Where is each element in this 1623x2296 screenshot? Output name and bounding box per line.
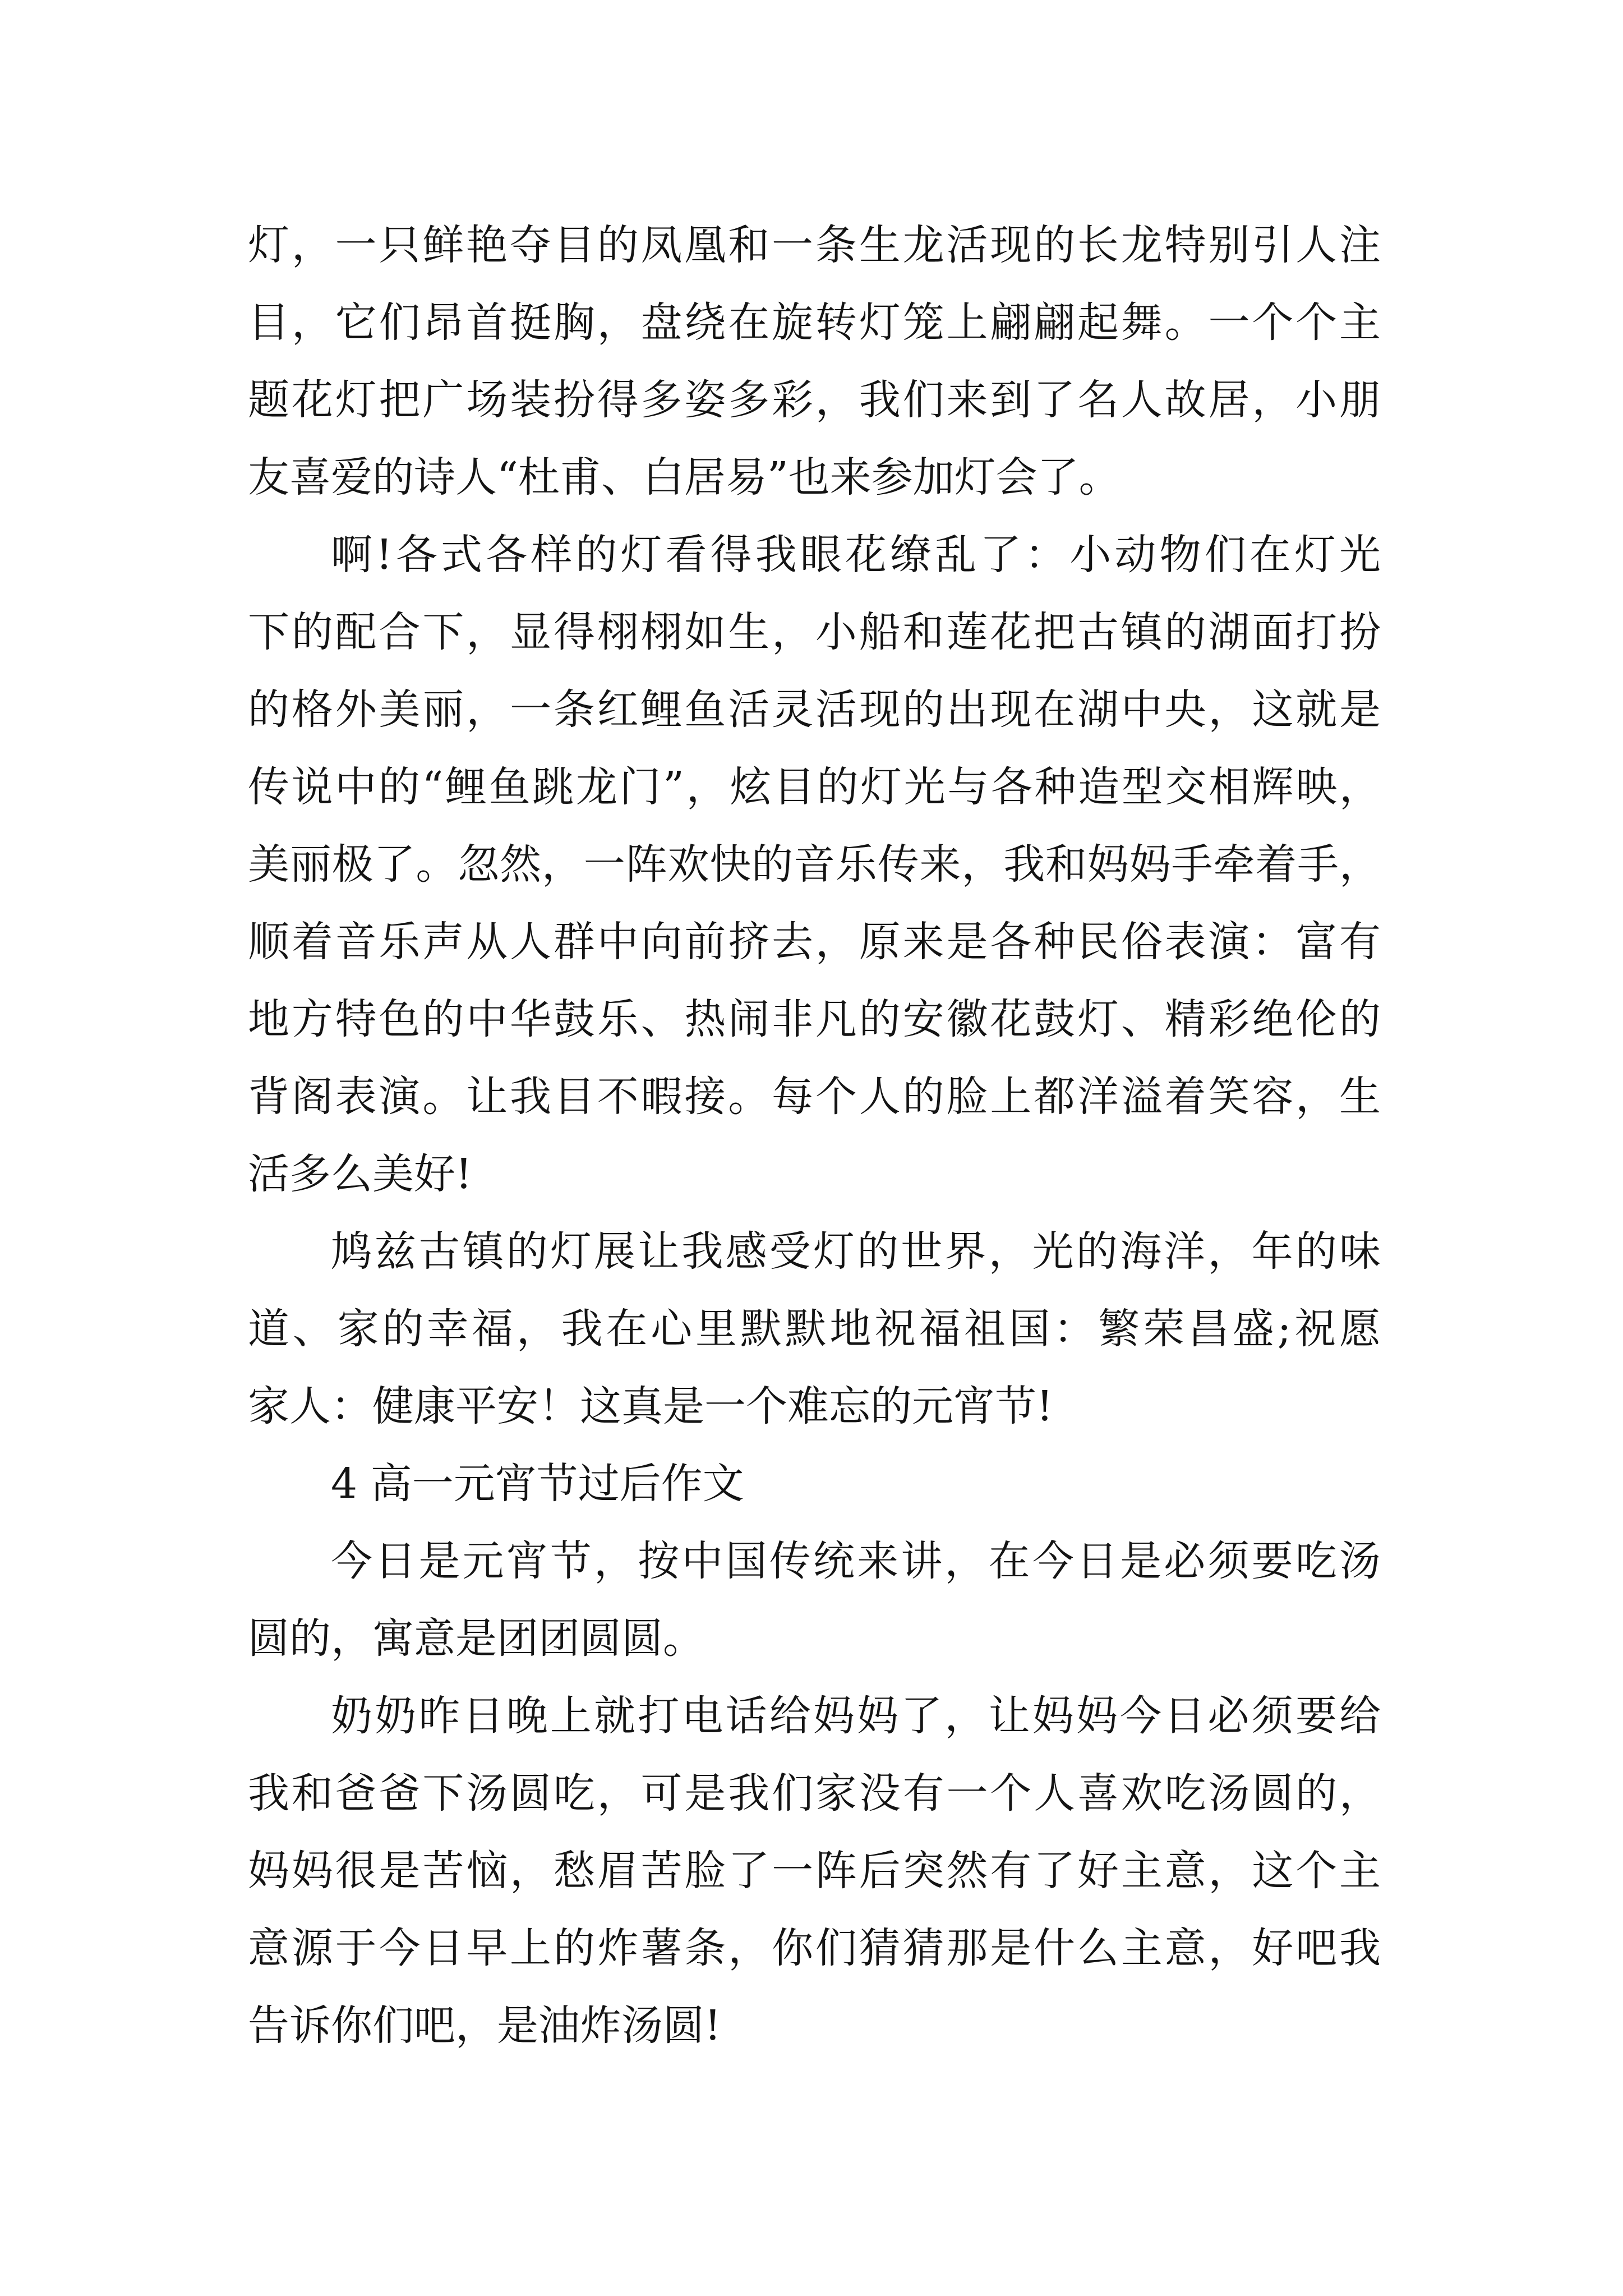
paragraph-line: 美丽极了。忽然，一阵欢快的音乐传来，我和妈妈手牵着手， (248, 840, 1381, 889)
paragraph-line: 妈妈很是苦恼，愁眉苦脸了一阵后突然有了好主意，这个主 (248, 1847, 1381, 1895)
paragraph-line: 题花灯把广场装扮得多姿多彩，我们来到了名人故居，小朋 (248, 376, 1381, 424)
paragraph-line: 地方特色的中华鼓乐、热闹非凡的安徽花鼓灯、精彩绝伦的 (248, 995, 1381, 1043)
paragraph-line: 背阁表演。让我目不暇接。每个人的脸上都洋溢着笑容，生 (248, 1073, 1381, 1121)
paragraph-line: 活多么美好! (248, 1150, 472, 1198)
paragraph-line: 友喜爱的诗人“杜甫、白居易”也来参加灯会了。 (248, 453, 1121, 501)
paragraph-line: 奶奶昨日晚上就打电话给妈妈了，让妈妈今日必须要给 (331, 1692, 1381, 1740)
paragraph-line: 今日是元宵节，按中国传统来讲，在今日是必须要吃汤 (331, 1537, 1381, 1585)
paragraph-line: 圆的，寓意是团团圆圆。 (248, 1614, 704, 1663)
paragraph-line: 家人：健康平安！这真是一个难忘的元宵节! (248, 1382, 1053, 1430)
section-heading: 4 高一元宵节过后作文 (331, 1460, 744, 1508)
paragraph-line: 下的配合下，显得栩栩如生，小船和莲花把古镇的湖面打扮 (248, 608, 1381, 656)
paragraph-line: 啊!各式各样的灯看得我眼花缭乱了：小动物们在灯光 (331, 531, 1381, 579)
paragraph-line: 意源于今日早上的炸薯条，你们猜猜那是什么主意，好吧我 (248, 1924, 1381, 1972)
paragraph-line: 鸠兹古镇的灯展让我感受灯的世界，光的海洋，年的味 (331, 1227, 1381, 1276)
paragraph-line: 顺着音乐声从人群中向前挤去，原来是各种民俗表演：富有 (248, 918, 1381, 966)
paragraph-line: 目，它们昂首挺胸，盘绕在旋转灯笼上翩翩起舞。一个个主 (248, 298, 1381, 347)
paragraph-line: 的格外美丽，一条红鲤鱼活灵活现的出现在湖中央，这就是 (248, 685, 1381, 734)
paragraph-line: 灯，一只鲜艳夺目的凤凰和一条生龙活现的长龙特别引人注 (248, 221, 1381, 269)
paragraph-line: 告诉你们吧，是油炸汤圆! (248, 2001, 721, 2050)
paragraph-line: 道、家的幸福，我在心里默默地祝福祖国：繁荣昌盛;祝愿 (248, 1305, 1381, 1353)
paragraph-line: 我和爸爸下汤圆吃，可是我们家没有一个人喜欢吃汤圆的， (248, 1769, 1381, 1818)
paragraph-line: 传说中的“鲤鱼跳龙门”，炫目的灯光与各种造型交相辉映， (248, 763, 1381, 811)
